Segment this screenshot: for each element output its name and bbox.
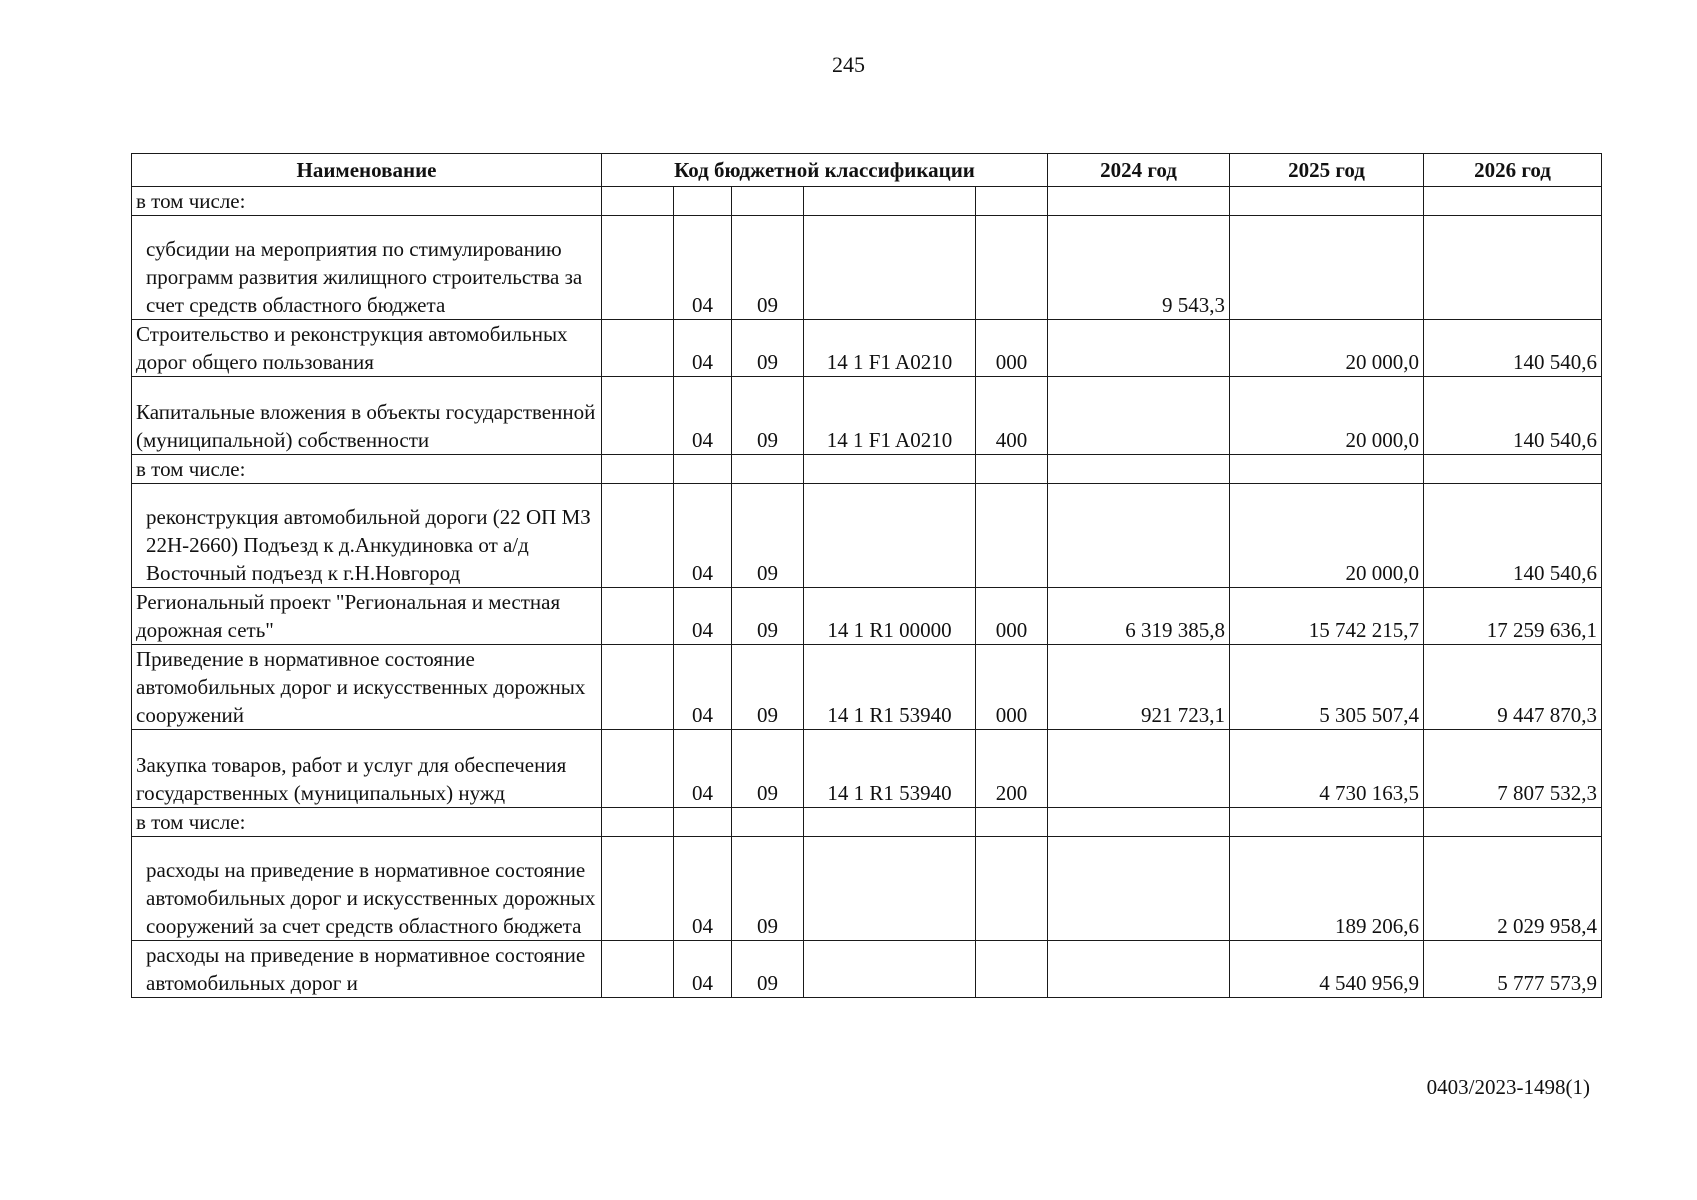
row-name-cell: Капитальные вложения в объекты государственной (муниципальной) собственности (132, 377, 602, 455)
row-code-cell (602, 645, 674, 730)
row-amount-2025: 20 000,0 (1230, 377, 1424, 455)
row-code-cell: 04 (674, 837, 732, 941)
row-amount-2024: 921 723,1 (1048, 645, 1230, 730)
row-code-cell: 09 (732, 484, 804, 588)
row-code-cell (976, 455, 1048, 484)
row-code-cell: 04 (674, 216, 732, 320)
row-code-cell: 200 (976, 730, 1048, 808)
row-code-cell: 09 (732, 320, 804, 377)
row-code-cell: 04 (674, 645, 732, 730)
row-amount-2026 (1424, 808, 1602, 837)
row-amount-2025: 20 000,0 (1230, 484, 1424, 588)
table-row (132, 484, 1602, 588)
row-code-cell (674, 187, 732, 216)
row-code-cell (732, 187, 804, 216)
row-amount-2026: 7 807 532,3 (1424, 730, 1602, 808)
table-header-row (132, 154, 1602, 187)
row-amount-2026 (1424, 187, 1602, 216)
row-amount-2024: 9 543,3 (1048, 216, 1230, 320)
row-code-cell (976, 837, 1048, 941)
row-code-cell: 09 (732, 837, 804, 941)
row-code-cell (976, 216, 1048, 320)
header-2026: 2026 год (1424, 154, 1602, 187)
row-amount-2024 (1048, 455, 1230, 484)
row-code-cell (732, 808, 804, 837)
row-name-cell: в том числе: (132, 808, 602, 837)
row-code-cell (976, 941, 1048, 998)
row-code-cell: 04 (674, 730, 732, 808)
row-name-cell: расходы на приведение в нормативное состояние автомобильных дорог и (132, 941, 602, 998)
row-code-cell: 000 (976, 320, 1048, 377)
row-code-cell (804, 187, 976, 216)
row-amount-2025 (1230, 455, 1424, 484)
row-code-cell (602, 187, 674, 216)
row-amount-2025 (1230, 808, 1424, 837)
row-code-cell (976, 187, 1048, 216)
row-amount-2025: 5 305 507,4 (1230, 645, 1424, 730)
row-code-cell (804, 484, 976, 588)
table-row (132, 455, 1602, 484)
row-amount-2024 (1048, 187, 1230, 216)
table-row (132, 588, 1602, 645)
table-row (132, 808, 1602, 837)
table-row (132, 187, 1602, 216)
row-code-cell: 09 (732, 730, 804, 808)
table-row (132, 730, 1602, 808)
header-2024: 2024 год (1048, 154, 1230, 187)
row-code-cell (602, 730, 674, 808)
row-code-cell: 14 1 R1 53940 (804, 730, 976, 808)
row-code-cell: 14 1 R1 00000 (804, 588, 976, 645)
row-name-cell: реконструкция автомобильной дороги (22 ОП МЗ 22Н-2660) Подъезд к д.Анкудиновка от а/д Восточный подъезд к г.Н.Новгород (132, 484, 602, 588)
row-amount-2026: 140 540,6 (1424, 320, 1602, 377)
header-2025: 2025 год (1230, 154, 1424, 187)
row-code-cell: 04 (674, 484, 732, 588)
row-code-cell (732, 455, 804, 484)
row-amount-2026: 17 259 636,1 (1424, 588, 1602, 645)
row-code-cell (804, 837, 976, 941)
row-amount-2024 (1048, 484, 1230, 588)
row-code-cell (804, 808, 976, 837)
row-code-cell: 400 (976, 377, 1048, 455)
row-code-cell: 09 (732, 377, 804, 455)
row-name-cell: в том числе: (132, 187, 602, 216)
table-row (132, 377, 1602, 455)
row-code-cell: 000 (976, 588, 1048, 645)
row-code-cell: 14 1 F1 A0210 (804, 377, 976, 455)
header-name: Наименование (132, 154, 602, 187)
row-code-cell: 09 (732, 588, 804, 645)
row-amount-2026: 140 540,6 (1424, 484, 1602, 588)
row-code-cell (602, 588, 674, 645)
table-row (132, 837, 1602, 941)
row-amount-2025: 4 540 956,9 (1230, 941, 1424, 998)
row-code-cell: 14 1 F1 A0210 (804, 320, 976, 377)
header-code: Код бюджетной классификации (602, 154, 1048, 187)
table-body (132, 187, 1602, 998)
row-name-cell: Строительство и реконструкция автомобильных дорог общего пользования (132, 320, 602, 377)
row-amount-2025: 15 742 215,7 (1230, 588, 1424, 645)
row-code-cell (602, 837, 674, 941)
row-code-cell: 09 (732, 216, 804, 320)
table-row (132, 941, 1602, 998)
row-name-cell: субсидии на мероприятия по стимулированию программ развития жилищного строительства за счет средств областного бюджета (132, 216, 602, 320)
row-amount-2026 (1424, 455, 1602, 484)
row-code-cell: 09 (732, 941, 804, 998)
row-amount-2024 (1048, 730, 1230, 808)
row-code-cell (602, 484, 674, 588)
row-amount-2026: 140 540,6 (1424, 377, 1602, 455)
page-number: 245 (832, 52, 865, 77)
row-name-cell: Региональный проект "Региональная и местная дорожная сеть" (132, 588, 602, 645)
row-amount-2024 (1048, 808, 1230, 837)
row-amount-2024 (1048, 377, 1230, 455)
row-amount-2026: 5 777 573,9 (1424, 941, 1602, 998)
row-amount-2026 (1424, 216, 1602, 320)
row-code-cell (804, 455, 976, 484)
row-code-cell (602, 455, 674, 484)
row-code-cell (674, 808, 732, 837)
table-row (132, 645, 1602, 730)
row-code-cell (804, 216, 976, 320)
row-code-cell: 14 1 R1 53940 (804, 645, 976, 730)
row-amount-2026: 2 029 958,4 (1424, 837, 1602, 941)
row-code-cell (804, 941, 976, 998)
table-row (132, 320, 1602, 377)
row-code-cell: 04 (674, 320, 732, 377)
row-code-cell: 04 (674, 588, 732, 645)
row-code-cell (602, 808, 674, 837)
row-code-cell: 04 (674, 941, 732, 998)
row-amount-2025 (1230, 216, 1424, 320)
row-amount-2024 (1048, 941, 1230, 998)
row-amount-2024: 6 319 385,8 (1048, 588, 1230, 645)
row-code-cell (602, 216, 674, 320)
row-code-cell (602, 377, 674, 455)
table-row (132, 216, 1602, 320)
row-amount-2025 (1230, 187, 1424, 216)
row-code-cell (976, 808, 1048, 837)
row-amount-2025: 20 000,0 (1230, 320, 1424, 377)
document-id: 0403/2023-1498(1) (1426, 1075, 1590, 1099)
row-amount-2026: 9 447 870,3 (1424, 645, 1602, 730)
row-code-cell: 09 (732, 645, 804, 730)
row-name-cell: Приведение в нормативное состояние автомобильных дорог и искусственных дорожных сооружений (132, 645, 602, 730)
row-name-cell: в том числе: (132, 455, 602, 484)
row-amount-2024 (1048, 320, 1230, 377)
row-code-cell (976, 484, 1048, 588)
row-name-cell: Закупка товаров, работ и услуг для обеспечения государственных (муниципальных) нужд (132, 730, 602, 808)
budget-table (131, 153, 1602, 998)
row-amount-2024 (1048, 837, 1230, 941)
row-amount-2025: 189 206,6 (1230, 837, 1424, 941)
row-amount-2025: 4 730 163,5 (1230, 730, 1424, 808)
row-code-cell: 000 (976, 645, 1048, 730)
row-code-cell: 04 (674, 377, 732, 455)
row-code-cell (674, 455, 732, 484)
row-code-cell (602, 941, 674, 998)
row-code-cell (602, 320, 674, 377)
row-name-cell: расходы на приведение в нормативное состояние автомобильных дорог и искусственных дорожных сооружений за счет средств областного бюджета (132, 837, 602, 941)
